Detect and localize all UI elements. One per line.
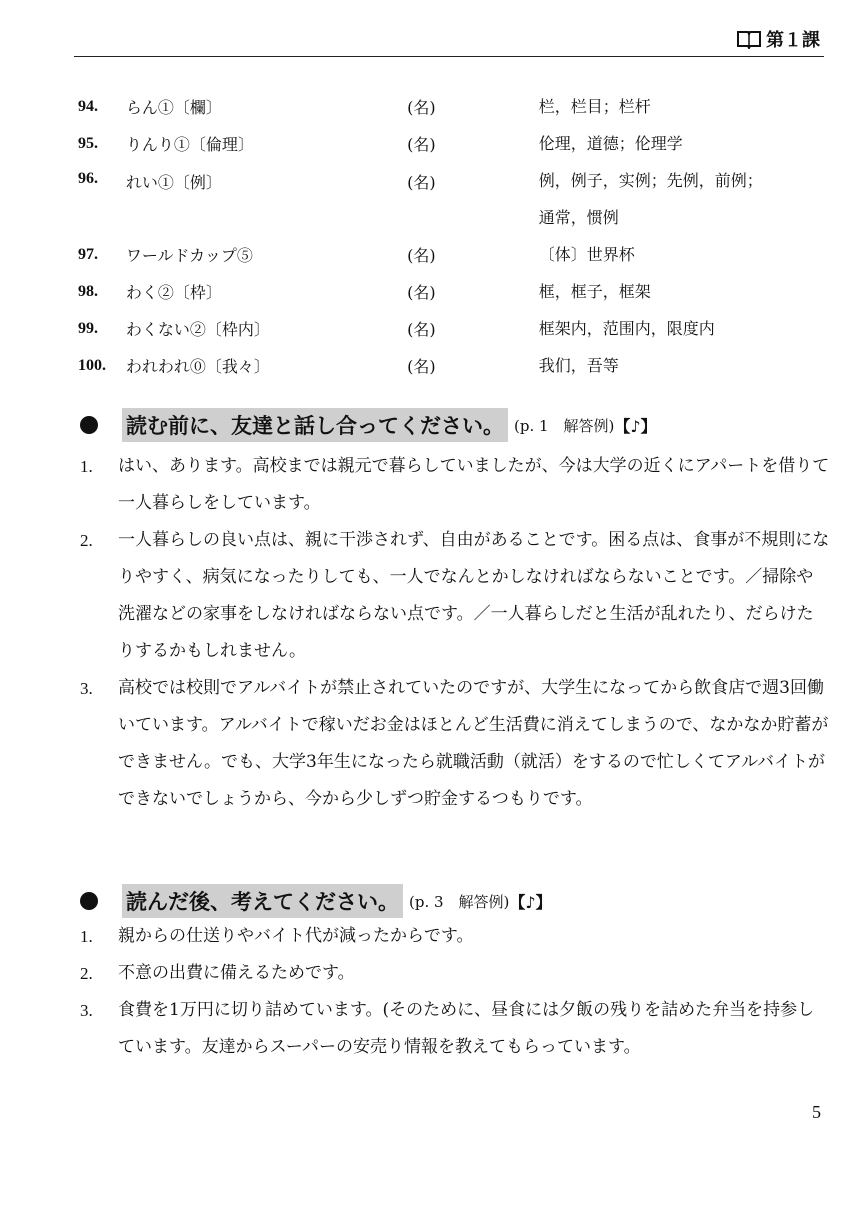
vocab-row <box>78 347 838 384</box>
vocab-pos: (名) <box>407 135 436 154</box>
vocab-meaning: 框，框子，框架 <box>538 282 651 301</box>
section-title: 読む前に、友達と話し合ってください。 <box>122 408 508 442</box>
section-reference: (p. 3 解答例) <box>409 892 510 911</box>
section-title: 読んだ後、考えてください。 <box>122 884 403 918</box>
vocab-number: 96. <box>78 170 98 187</box>
answer-item <box>80 918 830 955</box>
vocab-pos: (名) <box>407 173 436 192</box>
vocab-pos: (名) <box>407 357 436 376</box>
audio-mark: 【♪】 <box>509 892 552 912</box>
vocab-row <box>78 236 838 273</box>
vocab-number: 97. <box>78 245 98 263</box>
answer-number: 1. <box>80 927 93 946</box>
book-icon <box>736 29 762 49</box>
vocab-row <box>78 125 838 162</box>
answer-list-before-reading <box>80 448 830 818</box>
vocab-row <box>78 310 838 347</box>
bullet-icon <box>80 892 98 910</box>
vocab-word: わく②〔枠〕 <box>125 283 222 302</box>
vocab-row <box>78 88 838 125</box>
vocab-pos: (名) <box>407 320 436 339</box>
answer-number: 3. <box>80 1001 93 1020</box>
vocab-number: 95. <box>78 134 98 152</box>
vocab-pos: (名) <box>407 283 436 302</box>
vocab-word: りんり①〔倫理〕 <box>125 135 254 154</box>
answer-list-after-reading <box>80 918 830 1066</box>
answer-text: はい、あります。高校までは親元で暮らしていましたが、今は大学の近くにアパートを借りて一人暮らしをしています。 <box>118 456 830 513</box>
answer-item <box>80 448 830 522</box>
answer-item <box>80 992 830 1066</box>
answer-item <box>80 522 830 670</box>
vocab-word: わくない②〔枠内〕 <box>125 320 270 339</box>
vocab-meaning-line1: 例，例子，实例；先例，前例； <box>538 171 763 190</box>
audio-mark: 【♪】 <box>614 416 657 436</box>
answer-number: 3. <box>80 679 93 698</box>
vocab-number: 94. <box>78 97 98 115</box>
section-heading-before-reading <box>80 408 657 442</box>
vocab-word: らん①〔欄〕 <box>125 98 222 117</box>
vocab-row <box>78 273 838 310</box>
answer-text: 親からの仕送りやバイト代が減ったからです。 <box>118 926 474 946</box>
answer-number: 2. <box>80 964 93 983</box>
vocab-word: れい①〔例〕 <box>125 173 222 192</box>
vocab-meaning: 框架内，范围内，限度内 <box>538 319 715 338</box>
vocab-meaning <box>539 162 838 236</box>
answer-item <box>80 955 830 992</box>
vocab-word: ワールドカップ⑤ <box>125 246 253 265</box>
vocab-number: 99. <box>78 319 98 337</box>
vocab-row <box>78 162 838 236</box>
vocab-meaning: 栏，栏目；栏杆 <box>538 97 651 116</box>
answer-text: 高校では校則でアルバイトが禁止されていたのですが、大学生になってから飲食店で週3回働いています。アルバイトで稼いだお金はほとんど生活費に消えてしまうので、なかなか貯蓄ができません。でも、大学3年生になったら就職活動（就活）をするので忙しくてアルバイトができないでしょうから、今から少しずつ貯金するつもりです。 <box>118 678 829 809</box>
lesson-title: 第１課 <box>766 30 820 51</box>
vocab-number: 100. <box>78 356 106 374</box>
vocab-pos: (名) <box>407 98 436 117</box>
answer-text: 不意の出費に備えるためです。 <box>118 963 355 983</box>
answer-text: 食費を1万円に切り詰めています。(そのために、昼食には夕飯の残りを詰めた弁当を持参しています。友達からスーパーの安売り情報を教えてもらっています。 <box>118 1000 815 1057</box>
bullet-icon <box>80 416 98 434</box>
section-reference: (p. 1 解答例) <box>514 416 615 435</box>
vocab-word: われわれ⓪〔我々〕 <box>125 357 270 376</box>
vocab-meaning: 〔体〕世界杯 <box>538 245 635 264</box>
page-number: 5 <box>812 1102 821 1122</box>
lesson-label-group <box>736 26 820 52</box>
vocab-pos: (名) <box>407 246 436 265</box>
answer-text: 一人暮らしの良い点は、親に干渉されず、自由があることです。困る点は、食事が不規則になりやすく、病気になったりしても、一人でなんとかしなければならないことです。／掃除や洗濯などの家事をしなければならない点です。／一人暮らしだと生活が乱れたり、だらけたりするかもしれません。 <box>118 530 830 661</box>
answer-item <box>80 670 830 818</box>
section-heading-after-reading <box>80 884 552 918</box>
vocab-meaning: 我们，吾等 <box>538 356 619 375</box>
vocab-meaning: 伦理，道德；伦理学 <box>538 134 683 153</box>
page-header <box>74 22 824 57</box>
vocab-meaning-line2: 通常，惯例 <box>538 208 619 227</box>
answer-number: 2. <box>80 531 93 550</box>
vocab-list <box>78 88 838 384</box>
vocab-number: 98. <box>78 282 98 300</box>
answer-number: 1. <box>80 457 93 476</box>
